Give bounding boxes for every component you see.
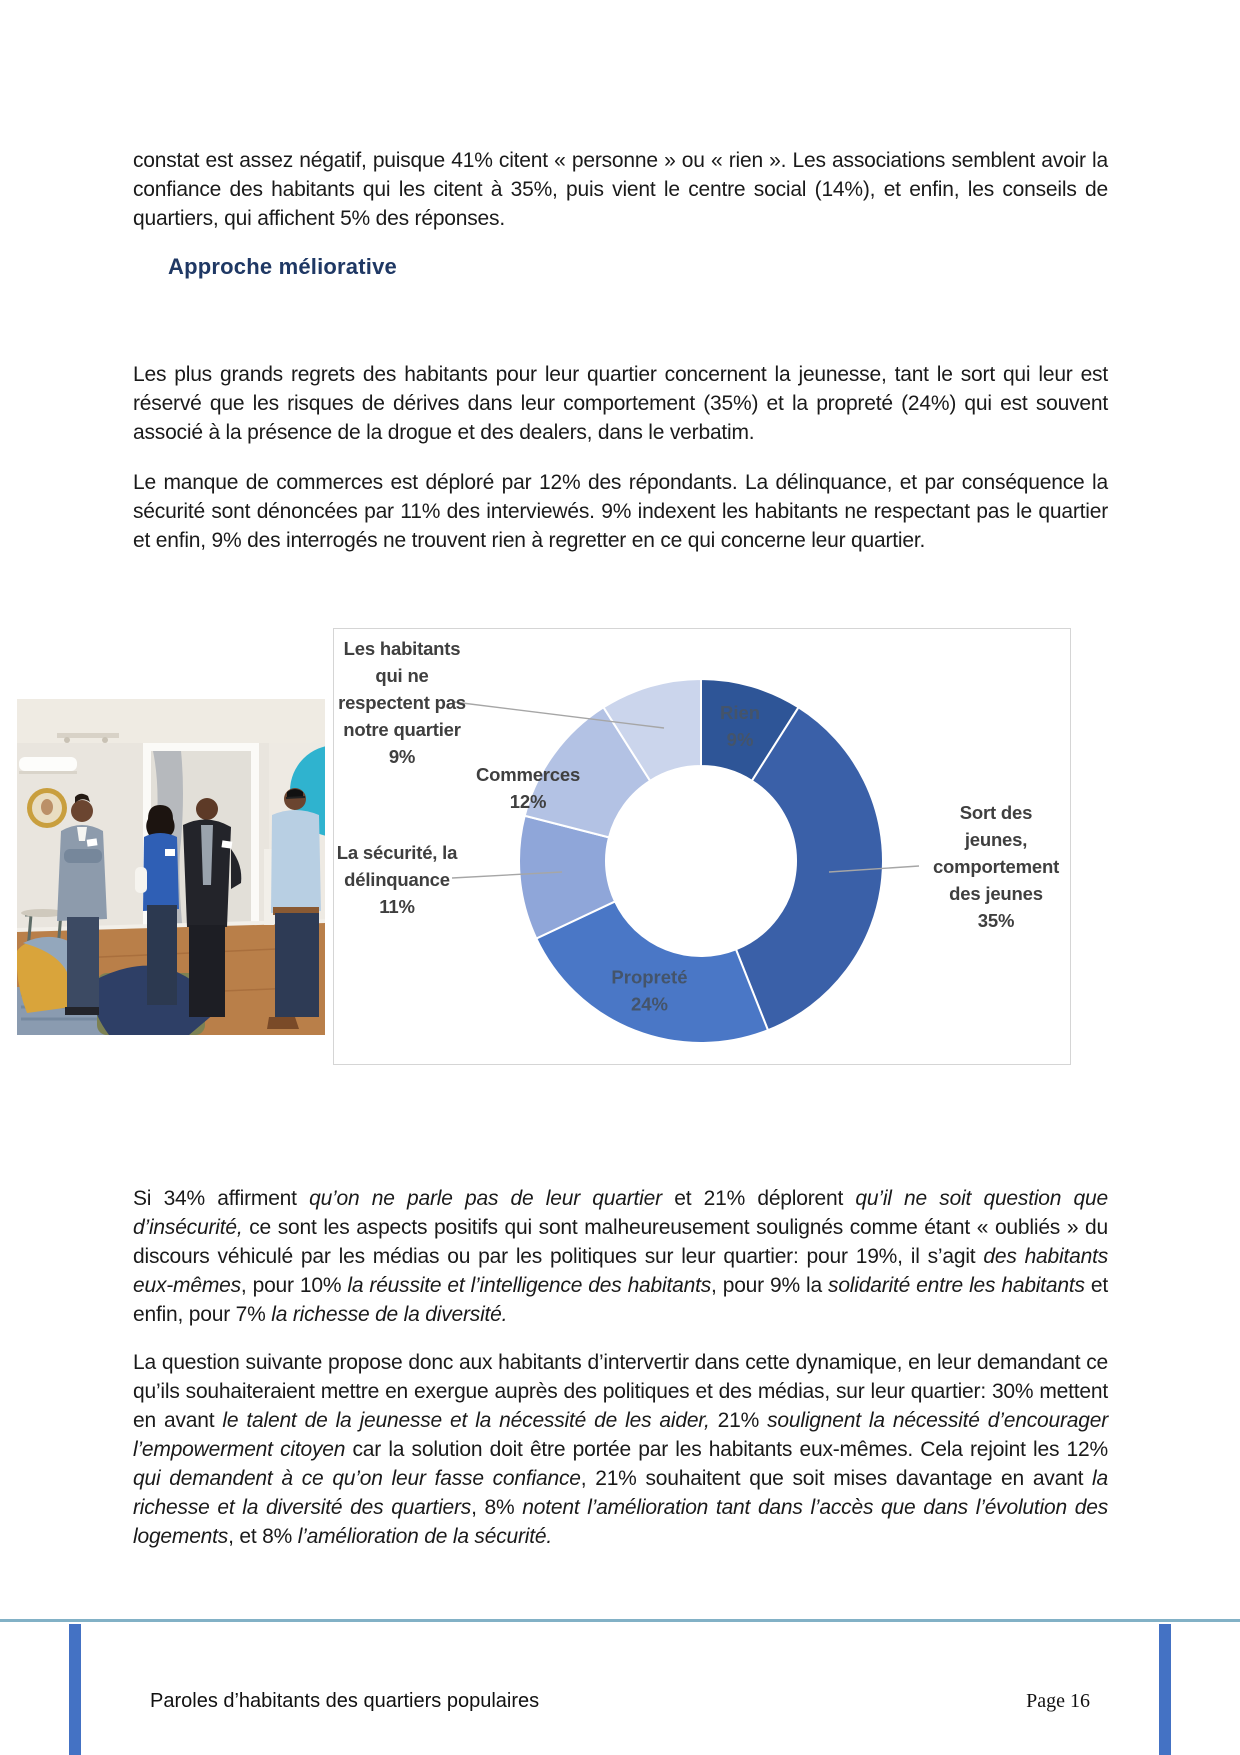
chart-label-sort-des-jeunes: Sort des jeunes, comportement des jeunes 35% xyxy=(932,802,1060,931)
paragraph-constat: constat est assez négatif, puisque 41% citent « personne » ou « rien ». Les associations semblent avoir la confiance des habitants qui les citent à 35%, puis vient le centre social (14%), et enfin, les conseils de quartiers, qui affichent 5% des réponses. xyxy=(133,149,1108,230)
chart-label-habitants: Les habitants qui ne respectent pas notre quartier 9% xyxy=(338,638,466,767)
donut-chart xyxy=(333,628,1071,1065)
event-photo xyxy=(17,699,325,1035)
section-heading: Approche méliorative xyxy=(168,254,397,279)
event-photo-illustration xyxy=(17,699,325,1035)
paragraph-commerces: Le manque de commerces est déploré par 12% des répondants. La délinquance, et par conséquence la sécurité sont dénoncées par 11% des interviewés. 9% indexent les habitants ne respectant pas le quartier et enfin, 9% des interrogés ne trouvent rien à regretter en ce qui concerne leur quartier. xyxy=(133,471,1108,552)
footer-left-bar xyxy=(69,1624,81,1755)
paragraph-medias: Si 34% affirment qu’on ne parle pas de leur quartier et 21% déplorent qu’il ne soit question que d’insécurité, ce sont les aspects positifs qui sont malheureusement soulignés comme étant « oubliés » du discours véhiculé par les médias ou par les politiques sur leur quartier: pour 19%, il s’agit des habitants eux-mêmes, pour 10% la réussite et l’intelligence des habitants, pour 9% la solidarité entre les habitants et enfin, pour 7% la richesse de la diversité. xyxy=(133,1187,1109,1326)
paragraph-regrets: Les plus grands regrets des habitants pour leur quartier concernent la jeunesse, tant le sort qui leur est réservé que les risques de dérives dans leur comportement (35%) et la propreté (24%) qui est souvent associé à la présence de la drogue et des dealers, dans le verbatim. xyxy=(133,363,1108,444)
footer-page-number: Page 16 xyxy=(1026,1690,1090,1712)
wall-portrait xyxy=(27,788,67,828)
footer-document-title: Paroles d’habitants des quartiers populaires xyxy=(150,1690,540,1712)
footer-right-bar xyxy=(1159,1624,1171,1755)
chart-label-securite: La sécurité, la délinquance 11% xyxy=(336,842,458,917)
person-4 xyxy=(267,788,321,1029)
slice-label-rien: Rien 9% xyxy=(720,702,761,751)
slice-label-proprete: Propreté 24% xyxy=(611,966,688,1015)
footer-rule xyxy=(0,1619,1240,1622)
chart-label-commerces: Commerces 12% xyxy=(475,764,581,812)
paragraph-question-suivante: La question suivante propose donc aux habitants d’intervertir dans cette dynamique, en leur demandant ce qu’ils souhaiteraient mettre en exergue auprès des politiques et des médias, sur leur quartier: 30% mettent en avant le talent de la jeunesse et la nécessité de les aider, 21% soulignent la nécessité d’encourager l’empowerment citoyen car la solution doit être portée par les habitants eux-mêmes. Cela rejoint les 12% qui demandent à ce qu’on leur fasse confiance, 21% souhaitent que soit mises davantage en avant la richesse et la diversité des quartiers, 8% notent l’amélioration tant dans l’accès que dans l’évolution des logements, et 8% l’amélioration de la sécurité. xyxy=(133,1351,1108,1548)
donut-slices xyxy=(519,679,883,1043)
